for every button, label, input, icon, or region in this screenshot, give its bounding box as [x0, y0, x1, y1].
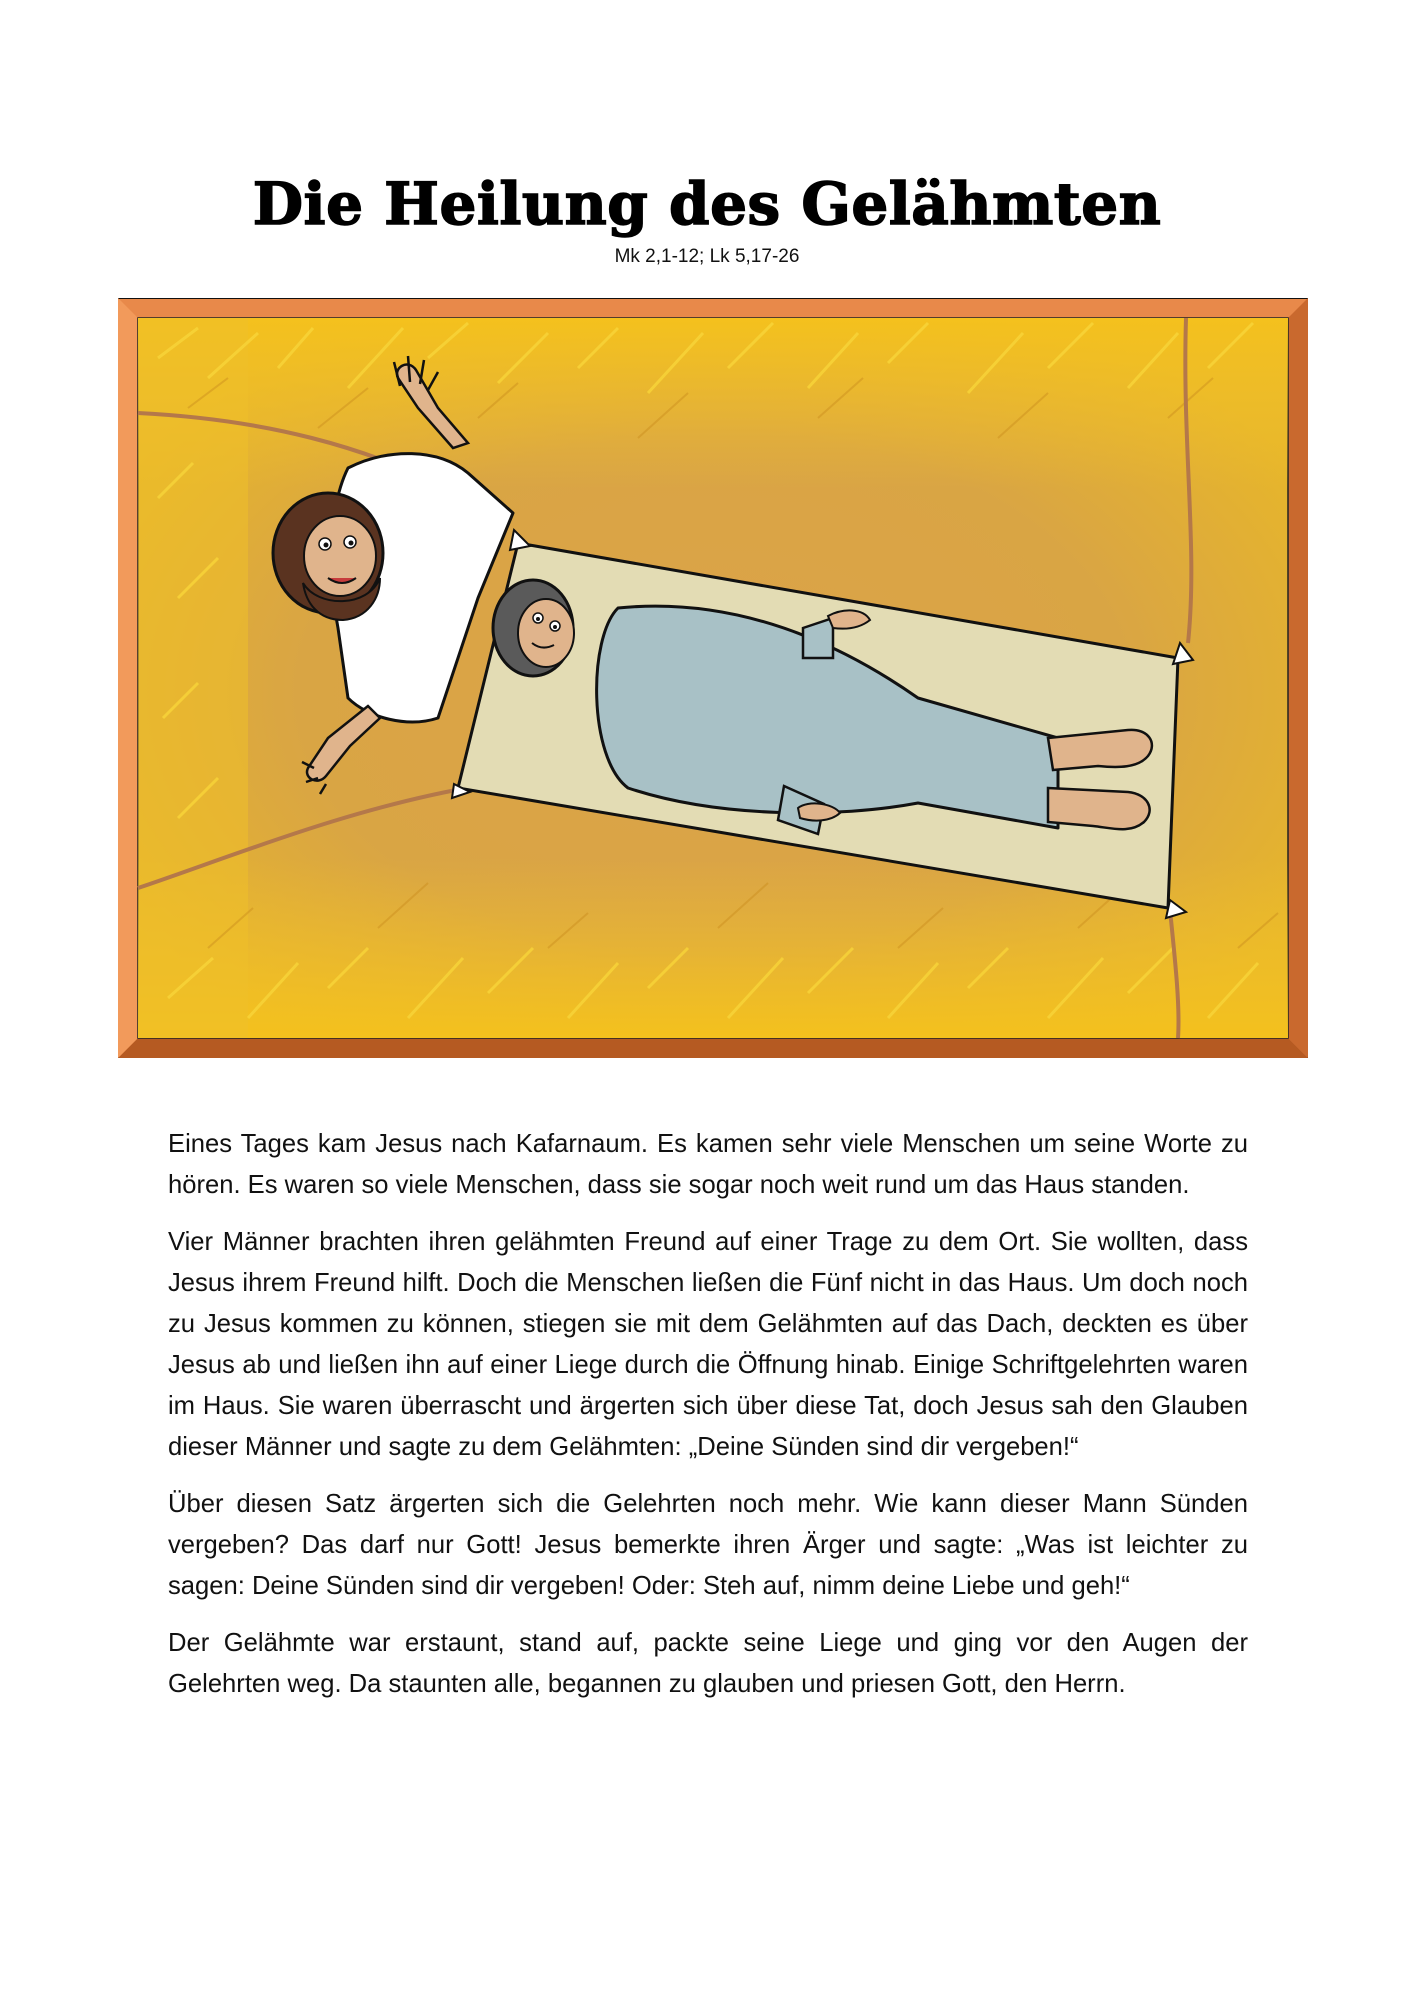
page-title: Die Heilung des Gelähmten: [252, 170, 1162, 238]
story-illustration: [118, 298, 1308, 1058]
bible-reference: Mk 2,1-12; Lk 5,17-26: [614, 246, 800, 267]
paragraph: Über diesen Satz ärgerten sich die Gelehrten noch mehr. Wie kann dieser Mann Sünden vergeben? Das darf nur Gott! Jesus bemerkte ihren Ärger und sagte: „Was ist leichter zu sagen: Deine Sünden sind dir vergeben! Oder: Steh auf, nimm deine Liebe und geh!“: [168, 1490, 1248, 1600]
story-text: [168, 1124, 1248, 1721]
paragraph: Vier Männer brachten ihren gelähmten Freund auf einer Trage zu dem Ort. Sie wollten, dass Jesus ihrem Freund hilft. Doch die Menschen ließen die Fünf nicht in das Haus. Um doch noch zu Jesus kommen zu können, stiegen sie mit dem Gelähmten auf das Dach, deckten es über Jesus ab und ließen ihn auf einer Liege durch die Öffnung hinab. Einige Schriftgelehrten waren im Haus. Sie waren überrascht und ärgerten sich über diese Tat, doch Jesus sah den Glauben dieser Männer und sagte zu dem Gelähmten: „Deine Sünden sind dir vergeben!“: [168, 1228, 1248, 1461]
paragraph: Eines Tages kam Jesus nach Kafarnaum. Es kamen sehr viele Menschen um seine Worte zu hören. Es waren so viele Menschen, dass sie sogar noch weit rund um das Haus standen.: [168, 1130, 1248, 1199]
paragraph: Der Gelähmte war erstaunt, stand auf, packte seine Liege und ging vor den Augen der Gelehrten weg. Da staunten alle, begannen zu glauben und priesen Gott, den Herrn.: [168, 1629, 1248, 1698]
